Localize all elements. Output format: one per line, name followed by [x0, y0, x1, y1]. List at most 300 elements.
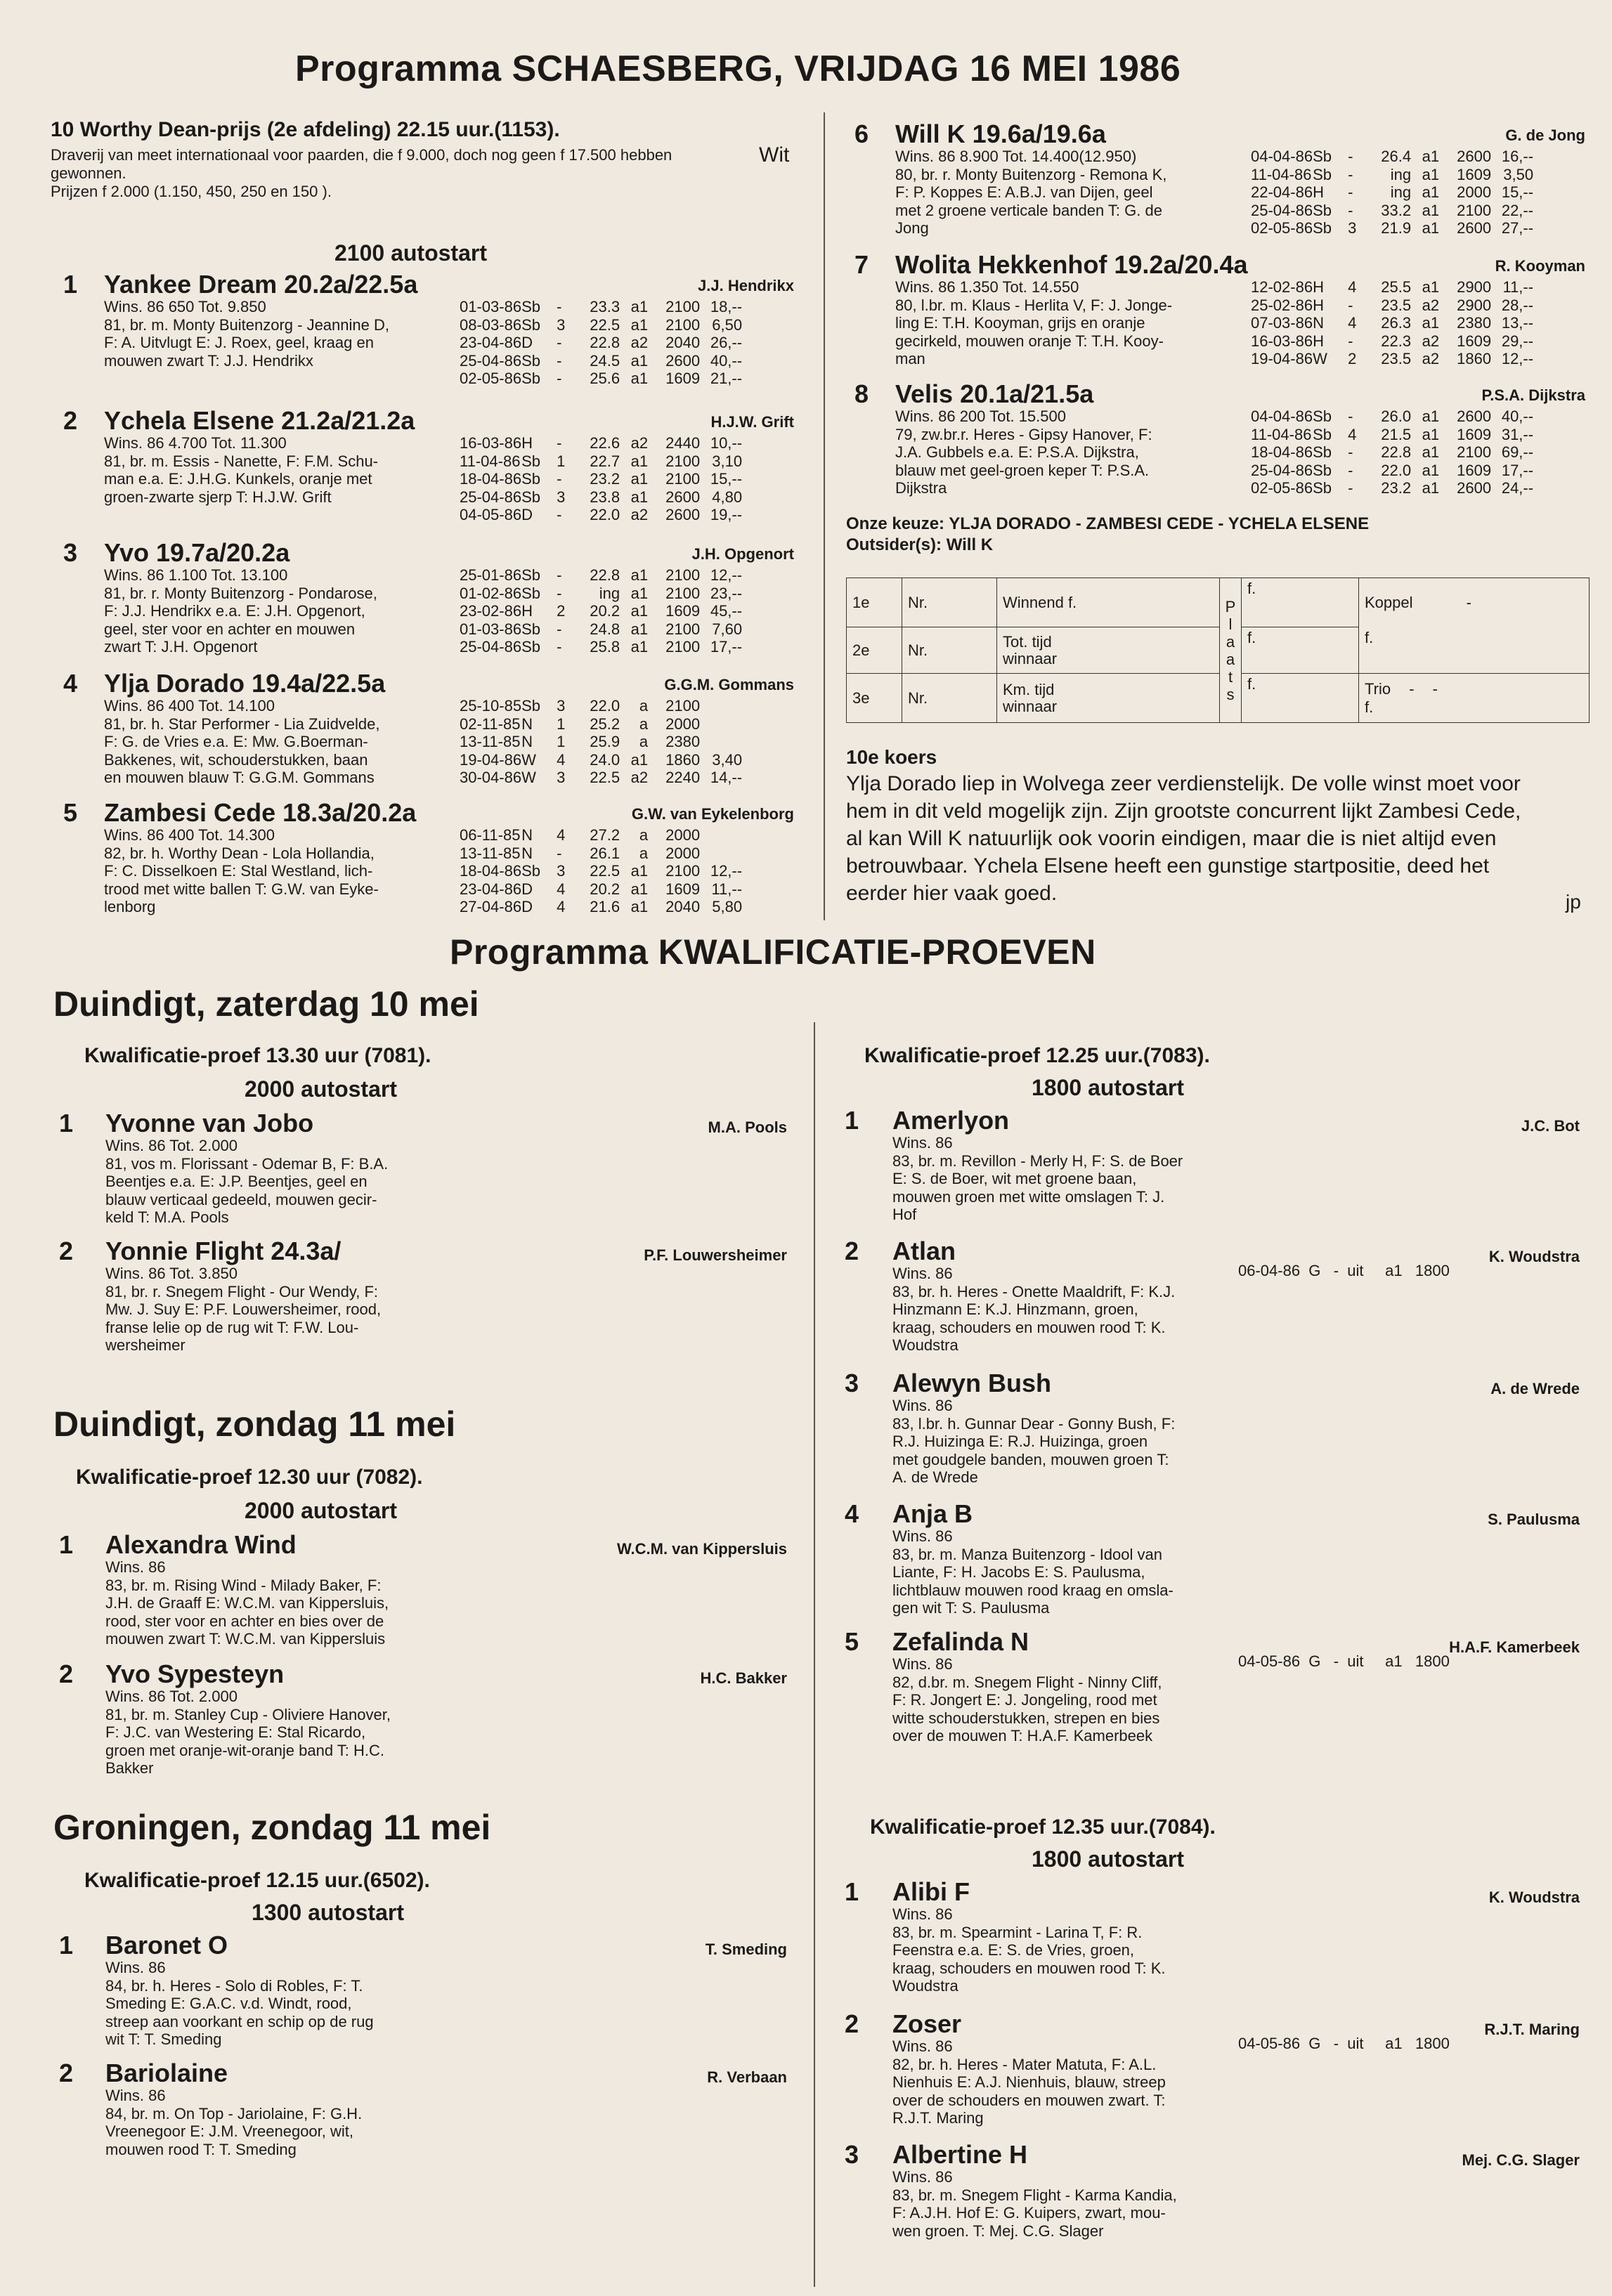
form-cell: 2 — [557, 602, 566, 620]
form-cell: Sb — [521, 638, 540, 655]
form-cell: 2600 — [1457, 148, 1492, 165]
form-cell: 17,-- — [1501, 461, 1534, 479]
horse-description-line: Wins. 86 400 Tot. 14.100 — [104, 697, 275, 715]
form-cell: 25.5 — [1381, 278, 1412, 296]
form-cell: - — [557, 844, 562, 862]
form-cell: 2240 — [665, 769, 701, 786]
horse-number: 2 — [59, 1659, 74, 1688]
form-cell: 2000 — [665, 844, 701, 862]
form-cell: 27.2 — [590, 826, 620, 844]
form-cell: 21,-- — [710, 370, 743, 387]
horse-name: Yankee Dream 20.2a/22.5a — [104, 270, 418, 299]
form-cell: Sb — [1313, 148, 1332, 165]
horse-number: 2 — [63, 406, 78, 435]
form-cell: Sb — [521, 470, 540, 488]
form-cell: 07-03-86 — [1251, 314, 1313, 332]
horse-description-line: met goudgele banden, mouwen groen T: — [892, 1450, 1169, 1468]
form-cell: 2100 — [665, 584, 701, 602]
form-cell: N — [521, 826, 533, 844]
form-cell: 2900 — [1457, 296, 1492, 314]
form-cell: 2100 — [665, 566, 701, 584]
horse-description-line: Wins. 86 200 Tot. 15.500 — [895, 407, 1066, 425]
horse-description — [895, 148, 1289, 237]
horse-name: Zambesi Cede 18.3a/20.2a — [104, 798, 417, 827]
form-cell: H — [521, 434, 533, 452]
horse-description-line: F: G. de Vries e.a. E: Mw. G.Boerman- — [104, 733, 368, 750]
form-cell: a1 — [630, 488, 649, 506]
form-cell: 18,-- — [710, 298, 743, 315]
ticket-nr-1: Nr. — [902, 578, 997, 627]
form-cell: 2380 — [1457, 314, 1492, 332]
horse-description — [105, 1688, 527, 1778]
form-cell: 2900 — [1457, 278, 1492, 296]
form-cell: 4 — [557, 750, 566, 769]
horse-number: 7 — [854, 250, 869, 279]
horse-description-line: lichtblauw mouwen rood kraag en omsla- — [892, 1581, 1174, 1599]
koppel-label: Koppel — [1365, 593, 1413, 611]
form-cell: a2 — [1422, 296, 1440, 314]
form-cell: 3 — [1348, 219, 1357, 237]
form-cell: a1 — [630, 470, 649, 488]
horse-description-line: groen met oranje-wit-oranje band T: H.C. — [105, 1741, 385, 1759]
horse-description-line: Bakker — [105, 1759, 154, 1777]
horse-form-table — [1251, 148, 1533, 237]
form-cell: 25.8 — [590, 638, 620, 655]
form-cell: 13,-- — [1501, 314, 1534, 332]
horse-description-line: Beentjes e.a. E: J.P. Beentjes, geel en — [105, 1173, 368, 1190]
horse-name: Yonnie Flight 24.3a/ — [105, 1237, 342, 1265]
column-divider-bottom — [814, 1022, 815, 2287]
horse-trainer: H.C. Bakker — [700, 1669, 787, 1687]
form-cell: 27,-- — [1501, 219, 1534, 237]
horse-description-line: Wins. 86 8.900 Tot. 14.400(12.950) — [895, 148, 1137, 165]
form-cell: Sb — [1313, 165, 1332, 183]
form-cell: 2100 — [1457, 201, 1492, 219]
horse-description-line: Woudstra — [892, 1977, 958, 1995]
horse-description-line: 81, br. r. Snegem Flight - Our Wendy, F: — [105, 1282, 379, 1300]
commentary-line-1: Ylja Dorado liep in Wolvega zeer verdienstelijk. De volle winst moet voor — [846, 772, 1521, 795]
form-cell: 24.0 — [590, 750, 620, 769]
horse-description-line: man — [895, 350, 925, 367]
form-cell: 22.0 — [1381, 461, 1412, 479]
form-cell: a1 — [1422, 219, 1440, 237]
horse-description — [104, 434, 498, 506]
form-cell: 3,40 — [712, 750, 743, 769]
horse-number: 1 — [59, 1931, 74, 1959]
horse-number: 5 — [63, 798, 78, 827]
horse-description-line: rood, ster voor en achter en bies over de — [105, 1612, 384, 1630]
form-cell: Sb — [521, 697, 540, 715]
form-cell: 11,-- — [1502, 278, 1534, 296]
horse-description-line: Wins. 86 — [105, 2087, 166, 2104]
ticket-rank-2: 2e — [847, 627, 902, 674]
form-cell: 12,-- — [710, 862, 743, 880]
kmtijd-2: winnaar — [1003, 697, 1058, 715]
form-cell: a1 — [630, 862, 649, 880]
horse-description — [892, 1265, 1286, 1355]
horse-trainer: R. Verbaan — [707, 2068, 787, 2086]
horse-description-line: Wins. 86 Tot. 3.850 — [105, 1265, 238, 1282]
form-cell: - — [557, 298, 562, 315]
form-cell: N — [521, 715, 533, 733]
horse-name: Baronet O — [105, 1931, 228, 1959]
form-cell: 2000 — [665, 826, 701, 844]
form-cell: a1 — [630, 452, 649, 470]
form-cell: a1 — [1422, 443, 1440, 461]
form-cell: 25.9 — [590, 733, 620, 750]
horse-description-line: groen-zwarte sjerp T: H.J.W. Grift — [104, 488, 332, 506]
form-cell: 11-04-86 — [1251, 165, 1312, 183]
horse-description-line: Woudstra — [892, 1336, 958, 1354]
koppel-dash: - — [1466, 593, 1471, 611]
trio-dash-2: - — [1432, 679, 1438, 698]
form-cell: a — [639, 733, 649, 750]
form-cell: a1 — [630, 750, 649, 769]
form-cell: 1860 — [1457, 350, 1492, 367]
horse-trainer: H.J.W. Grift — [710, 413, 794, 431]
horse-description-line: streep aan voorkant en schip op de rug — [105, 2012, 374, 2030]
form-cell: 2600 — [1457, 479, 1492, 497]
column-divider-top — [824, 112, 825, 920]
horse-description-line: mouwen rood T: T. Smeding — [105, 2140, 297, 2158]
ticket-kmtijd — [997, 674, 1220, 723]
horse-description — [105, 1265, 527, 1355]
horse-trainer: A. de Wrede — [1490, 1380, 1580, 1397]
ticket-plaats-f1: f. — [1242, 578, 1359, 627]
horse-description-line: witte schouderstukken, strepen en bies — [892, 1709, 1160, 1727]
form-cell: a — [639, 826, 649, 844]
horse-description-line: Wins. 86 — [105, 1959, 166, 1976]
form-cell: a1 — [630, 638, 649, 655]
form-cell: - — [1348, 165, 1353, 183]
commentary-line-5: eerder hier vaak goed. — [846, 882, 1058, 905]
form-cell: 04-04-86 — [1251, 148, 1313, 165]
form-cell: 21.9 — [1381, 219, 1412, 237]
horse-form-table — [460, 826, 742, 916]
horse-description-line: zwart T: J.H. Opgenort — [104, 638, 258, 655]
form-cell: 23-04-86 — [460, 334, 522, 351]
page-title: Programma SCHAESBERG, VRIJDAG 16 MEI 1986 — [295, 48, 1181, 89]
horse-description-line: kraag, schouders en mouwen rood T: K. — [892, 1959, 1166, 1977]
form-cell: 25-04-86 — [460, 488, 522, 506]
horse-number: 1 — [63, 270, 78, 299]
horse-description-line: E: S. de Boer, wit met groene baan, — [892, 1170, 1137, 1187]
trio-label: Trio — [1365, 679, 1391, 698]
form-cell: 23,-- — [710, 584, 743, 602]
ticket-tottijd — [997, 627, 1220, 674]
horse-form-table — [460, 298, 742, 388]
tottijd-1: Tot. tijd — [1003, 632, 1052, 651]
form-cell: a1 — [1422, 425, 1440, 443]
ticket-trio — [1359, 674, 1590, 723]
form-cell: a — [639, 697, 649, 715]
race-conditions: Draverij van meet internationaal voor paarden, die f 9.000, doch nog geen f 17.500 hebben gewonnen. — [51, 146, 672, 182]
form-cell — [700, 715, 742, 733]
horse-form-table — [460, 434, 742, 524]
horse-description-line: 83, br. m. Snegem Flight - Karma Kandia, — [892, 2186, 1177, 2204]
form-cell: 24.5 — [590, 351, 620, 370]
form-cell: Sb — [521, 488, 540, 506]
horse-trainer: J.H. Opgenort — [691, 545, 794, 563]
form-cell: 22.5 — [590, 315, 620, 334]
plaats-l: l — [1228, 615, 1233, 633]
form-cell: 2100 — [665, 315, 701, 334]
form-cell: D — [521, 334, 533, 351]
horse-trainer: W.C.M. van Kippersluis — [616, 1540, 787, 1558]
horse-description-line: Wins. 86 400 Tot. 14.300 — [104, 826, 275, 844]
form-cell: 22.5 — [590, 769, 620, 786]
form-cell: 18-04-86 — [1251, 443, 1313, 461]
form-cell: a2 — [1422, 332, 1440, 350]
horse-description-line: Vreenegoor E: J.M. Vreenegoor, wit, — [105, 2122, 353, 2140]
section-start: 2000 autostart — [245, 1498, 397, 1523]
form-cell: a1 — [1422, 278, 1440, 296]
horse-description-line: Wins. 86 Tot. 2.000 — [105, 1137, 238, 1154]
section-qualification: Kwalificatie-proef 12.15 uur.(6502). — [84, 1869, 430, 1892]
horse-description-line: Wins. 86 — [105, 1558, 166, 1576]
horse-description-line: 83, br. m. Spearmint - Larina T, F: R. — [892, 1923, 1143, 1941]
form-cell: W — [521, 750, 536, 769]
form-cell: a2 — [630, 334, 649, 351]
form-cell: a1 — [1422, 479, 1440, 497]
horse-name: Anja B — [892, 1499, 973, 1528]
form-cell: 21.5 — [1381, 425, 1412, 443]
form-cell: 1609 — [1457, 332, 1492, 350]
horse-description-line: wen groen. T: Mej. C.G. Slager — [892, 2222, 1104, 2240]
form-cell: 3,10 — [712, 452, 743, 470]
plaats-t: t — [1228, 667, 1233, 686]
horse-name: Alewyn Bush — [892, 1369, 1052, 1397]
form-cell: 20.2 — [590, 602, 620, 620]
form-cell: a1 — [630, 298, 649, 315]
horse-description-line: gen wit T: S. Paulusma — [892, 1599, 1050, 1617]
horse-description-line: Wins. 86 — [892, 1397, 953, 1414]
horse-description-line: wit T: T. Smeding — [105, 2030, 222, 2048]
form-cell: 16-03-86 — [460, 434, 522, 452]
form-cell: 25-01-86 — [460, 566, 522, 584]
horse-description — [105, 1137, 527, 1227]
form-cell: 1609 — [1457, 425, 1492, 443]
horse-number: 2 — [845, 2009, 859, 2038]
form-cell: a1 — [1422, 461, 1440, 479]
form-cell: Sb — [1313, 407, 1332, 425]
horse-description — [892, 2168, 1286, 2240]
form-cell: 5,80 — [712, 898, 743, 915]
commentary-line-3: al kan Will K natuurlijk ook voorin eindigen, maar die is niet altijd even — [846, 827, 1497, 850]
form-cell — [700, 733, 742, 751]
horse-description — [104, 697, 498, 787]
form-cell: 16-03-86 — [1251, 332, 1313, 350]
horse-description — [895, 278, 1289, 368]
form-cell: H — [1313, 296, 1324, 314]
form-cell: H — [1313, 278, 1324, 296]
form-cell: 2 — [1348, 350, 1357, 367]
form-cell: 3 — [557, 315, 566, 334]
form-cell: a2 — [630, 434, 649, 452]
horse-name: Amerlyon — [892, 1106, 1010, 1135]
horse-description-line: en mouwen blauw T: G.G.M. Gommans — [104, 769, 375, 786]
horse-description-line: Liante, F: H. Jacobs E: S. Paulusma, — [892, 1563, 1145, 1581]
horse-description-line: Wins. 86 — [892, 1905, 953, 1923]
keuze-label: Onze keuze: — [846, 514, 945, 533]
horse-description — [105, 2087, 527, 2158]
form-cell: 11-04-86 — [1251, 425, 1312, 443]
form-cell: 28,-- — [1501, 296, 1534, 314]
form-cell: 7,60 — [712, 620, 743, 638]
horse-description-line: 83, l.br. h. Gunnar Dear - Gonny Bush, F: — [892, 1414, 1176, 1433]
horse-number: 4 — [845, 1499, 859, 1528]
race-prizes: Prijzen f 2.000 (1.150, 450, 250 en 150 ). — [51, 183, 332, 200]
horse-description — [892, 1527, 1286, 1617]
horse-number: 1 — [845, 1877, 859, 1906]
form-cell: 26.1 — [590, 844, 620, 862]
form-cell: 22.3 — [1381, 332, 1412, 350]
form-cell: 2600 — [665, 488, 701, 506]
race-color: Wit — [759, 143, 790, 167]
form-cell: 2100 — [665, 452, 701, 470]
keuze — [846, 514, 1369, 534]
form-cell: Sb — [1313, 443, 1332, 461]
horse-name: Velis 20.1a/21.5a — [895, 379, 1094, 408]
horse-trainer: J.C. Bot — [1521, 1117, 1580, 1135]
plaats-s: s — [1226, 685, 1235, 703]
form-cell: 23-02-86 — [460, 602, 522, 620]
outsider-value: Will K — [946, 535, 994, 554]
form-cell: 2040 — [665, 334, 701, 351]
horse-number: 2 — [59, 1237, 74, 1265]
horse-description-line: 83, br. m. Rising Wind - Milady Baker, F: — [105, 1576, 382, 1594]
form-cell: 3 — [557, 697, 566, 715]
form-cell: 15,-- — [710, 470, 743, 488]
horse-description — [892, 1397, 1286, 1487]
horse-description-line: mouwen zwart T: W.C.M. van Kippersluis — [105, 1630, 386, 1648]
horse-name: Atlan — [892, 1237, 956, 1265]
plaats-a2: a — [1226, 650, 1235, 668]
form-cell — [700, 844, 742, 863]
horse-form-line: 04-05-86 G - uit a1 1800 — [1238, 2035, 1450, 2052]
form-cell: Sb — [1313, 461, 1332, 479]
race-title: 10 Worthy Dean-prijs (2e afdeling) 22.15 uur.(1153). — [51, 118, 560, 141]
form-cell: 18-04-86 — [460, 470, 522, 488]
form-cell: 2100 — [1457, 443, 1492, 461]
form-cell: 25-02-86 — [1251, 296, 1313, 314]
form-cell: 1609 — [1457, 461, 1492, 479]
horse-trainer: G.W. van Eykelenborg — [631, 805, 794, 823]
form-cell: 3 — [557, 862, 566, 880]
horse-name: Yvonne van Jobo — [105, 1109, 314, 1137]
form-cell: 24,-- — [1501, 479, 1534, 497]
section-qualification: Kwalificatie-proef 13.30 uur (7081). — [84, 1044, 431, 1067]
form-cell: a1 — [1422, 314, 1440, 332]
form-cell: 1609 — [665, 602, 701, 620]
horse-description-line: Wins. 86 650 Tot. 9.850 — [104, 298, 266, 315]
form-cell: 2440 — [665, 434, 701, 452]
form-cell: 26.4 — [1381, 148, 1412, 165]
form-cell: 12,-- — [710, 566, 743, 584]
horse-description-line: 82, br. h. Worthy Dean - Lola Hollandia, — [104, 844, 375, 862]
section-location: Duindigt, zondag 11 mei — [53, 1404, 456, 1444]
horse-description-line: 81, br. r. Monty Buitenzorg - Pondarose, — [104, 584, 377, 602]
form-cell: 12,-- — [1501, 350, 1534, 367]
horse-description — [104, 826, 498, 916]
horse-description-line: 84, br. m. On Top - Jariolaine, F: G.H. — [105, 2104, 363, 2122]
form-cell: 40,-- — [1501, 407, 1534, 425]
form-cell: - — [1348, 332, 1353, 350]
horse-form-table — [1251, 278, 1533, 368]
section-qualification: Kwalificatie-proef 12.30 uur (7082). — [76, 1466, 423, 1489]
horse-description-line: J.A. Gubbels e.a. E: P.S.A. Dijkstra, — [895, 443, 1139, 461]
form-cell: a2 — [630, 769, 649, 786]
form-cell: 2100 — [665, 697, 701, 715]
form-cell: a1 — [630, 620, 649, 638]
form-cell: 29,-- — [1501, 332, 1534, 350]
form-cell: 19-04-86 — [1251, 350, 1313, 367]
horse-description-line: ling E: T.H. Kooyman, grijs en oranje — [895, 314, 1145, 332]
horse-number: 3 — [63, 538, 78, 567]
form-cell: 01-02-86 — [460, 584, 522, 602]
form-cell: 27-04-86 — [460, 898, 522, 915]
horse-trainer: S. Paulusma — [1488, 1511, 1580, 1528]
form-cell: - — [557, 638, 562, 655]
form-cell: - — [1348, 443, 1353, 461]
form-cell: - — [557, 334, 562, 351]
form-cell: 25.2 — [590, 715, 620, 733]
form-cell: 4 — [1348, 425, 1357, 443]
horse-description-line: Bakkenes, wit, schouderstukken, baan — [104, 750, 368, 769]
horse-form-table — [460, 697, 742, 787]
horse-description-line: Wins. 86 — [892, 1527, 953, 1545]
horse-description-line: 80, br. r. Monty Buitenzorg - Remona K, — [895, 165, 1167, 183]
form-cell: 22.8 — [590, 334, 620, 351]
form-cell: Sb — [521, 452, 540, 470]
horse-description-line: 81, br. h. Star Performer - Lia Zuidvelde, — [104, 715, 380, 733]
horse-description-line: Wins. 86 Tot. 2.000 — [105, 1688, 238, 1705]
ticket-rank-1: 1e — [847, 578, 902, 627]
section-start: 1800 autostart — [1032, 1075, 1184, 1100]
form-cell: 1609 — [665, 880, 701, 898]
horse-description-line: Hinzmann E: K.J. Hinzmann, groen, — [892, 1300, 1138, 1318]
form-cell: a2 — [630, 506, 649, 523]
horse-name: Ychela Elsene 21.2a/21.2a — [104, 406, 415, 435]
form-cell: Sb — [521, 584, 540, 602]
form-cell: 4 — [1348, 314, 1357, 332]
form-cell: - — [1348, 296, 1353, 314]
form-cell: 11,-- — [711, 880, 743, 898]
form-cell: - — [557, 351, 562, 370]
form-cell: Sb — [521, 315, 540, 334]
horse-description-line: 82, d.br. m. Snegem Flight - Ninny Cliff, — [892, 1673, 1162, 1691]
form-cell: 22.6 — [590, 434, 620, 452]
form-cell: Sb — [521, 566, 540, 584]
form-cell: a1 — [630, 898, 649, 915]
form-cell: 16,-- — [1501, 148, 1534, 165]
horse-description-line: Smeding E: G.A.C. v.d. Windt, rood, — [105, 1995, 352, 2012]
form-cell: 15,-- — [1501, 183, 1534, 201]
horse-trainer: M.A. Pools — [708, 1118, 787, 1136]
form-cell: N — [521, 733, 533, 750]
horse-description-line: F: A. Uitvlugt E: J. Roex, geel, kraag en — [104, 334, 374, 351]
form-cell: 33.2 — [1381, 201, 1412, 219]
horse-description-line: man e.a. E: J.H.G. Kunkels, oranje met — [104, 470, 372, 488]
form-cell: - — [1348, 183, 1353, 201]
horse-number: 3 — [845, 2140, 859, 2169]
horse-number: 5 — [845, 1627, 859, 1656]
form-cell: a1 — [630, 584, 649, 602]
horse-description-line: over de mouwen T: H.A.F. Kamerbeek — [892, 1727, 1153, 1744]
form-cell: 02-05-86 — [1251, 219, 1313, 237]
horse-trainer: K. Woudstra — [1488, 1889, 1580, 1906]
horse-description-line: gecirkeld, mouwen oranje T: T.H. Kooy- — [895, 332, 1164, 350]
